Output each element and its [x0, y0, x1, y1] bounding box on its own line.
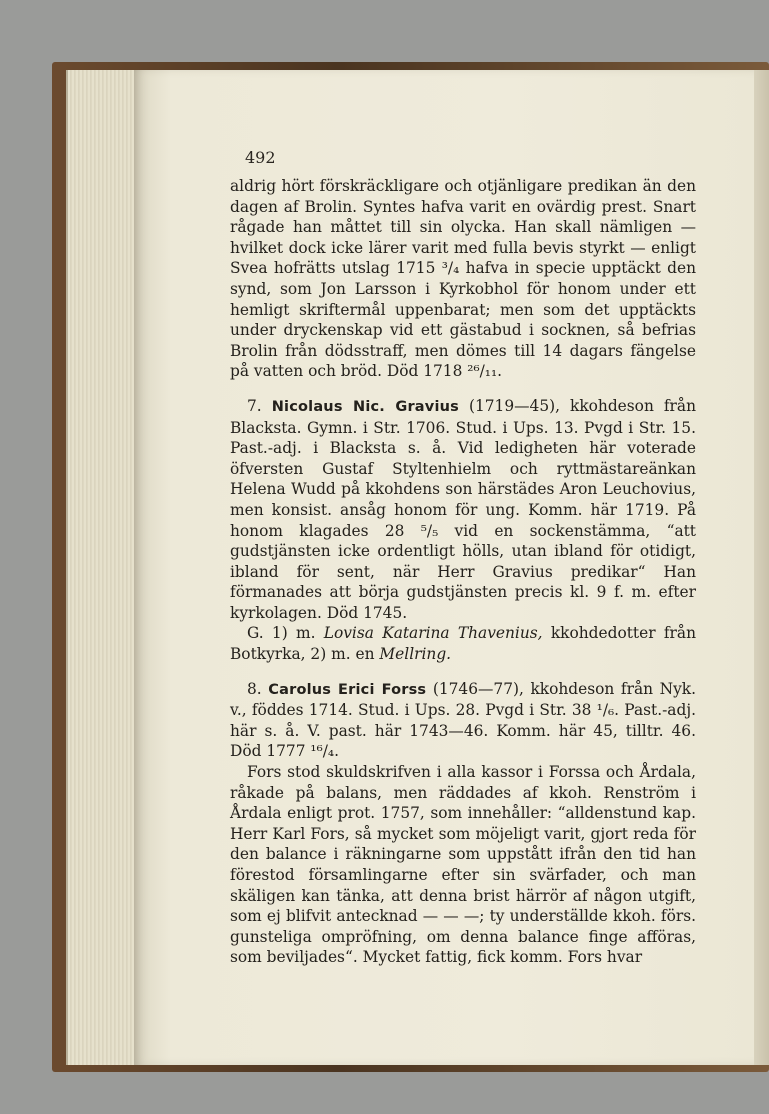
entry-7-marriage-mid: kkohdedotter från Botkyrka, 2) m. en	[230, 624, 696, 664]
entry-7-name: Nicolaus Nic. Gravius	[271, 398, 459, 415]
entry-7-wife-1: Lovisa Katarina Thavenius,	[323, 624, 543, 643]
page-stack	[66, 70, 138, 1065]
entry-8-name: Carolus Erici Forss	[268, 681, 427, 698]
paragraph-brolin: aldrig hört förskräckligare och otjänligare predikan än den dagen af Brolin. Syntes hafva varit en ovärdig prest. Snart rågade han måttet till sin olycka. Han skall nämligen — hvilket dock icke lärer varit med fulla bevis styrkt — enligt Svea hofrätts utslag 1715 ³/₄ hafva in specie upptäckt den synd, som Jon Larsson i Kyrkobhol för honom under ett hemligt skriftermål uppenbarat; men som det upptäckts under dryckenskap vid ett gästabud i socknen, så befrias Brolin från dödsstraff, men dömes till 14 dagars fängelse på vatten och bröd. Död 1718 ²⁶/₁₁.	[230, 177, 696, 381]
entry-7-wife-2: Mellring.	[379, 645, 452, 664]
page-text	[230, 176, 696, 968]
entry-7-marriage-pre: G. 1) m.	[247, 624, 316, 643]
entry-7-marriage	[230, 623, 696, 664]
page-number: 492	[245, 148, 276, 167]
entry-8-text: (1746—77), kkohdeson från Nyk. v., föddes 1714. Stud. i Ups. 28. Pvgd i Str. 38 ¹/₆. Past.-adj. här s. å. V. past. här 1743—46. Komm. här 45, tilltr. 46. Död 1777 ¹⁶/₄.	[230, 679, 696, 761]
entry-8-paragraph-2: Fors stod skuldskrifven i alla kassor i Forssa och Årdala, råkade på balans, men räddades af kkoh. Renström i Årdala enligt prot. 1757, som innehåller: “alldenstund kap. Herr Karl Fors, så mycket som möjeligt varit, gjort reda för den balance i räkningarne som uppstått ifrån den tid han förestod församlingarne efter sin svärfader, och man skäligen kan tänka, att denna brist härrör af någon utgift, som ej blifvit antecknad — — —; ty underställde kkoh. förs. gunsteliga ompröfning, om denna balance finge afföras, som beviljades“. Mycket fattig, fick komm. Fors hvar	[230, 763, 696, 967]
entry-7	[230, 396, 696, 624]
page-right-edge	[754, 70, 769, 1065]
entry-7-text: (1719—45), kkohdeson från Blacksta. Gymn. i Str. 1706. Stud. i Ups. 13. Pvgd i Str. 15. Past.-adj. i Blacksta s. å. Vid ledigheten här voterade öfversten Gustaf Styltenhielm och ryttmästareänkan Helena Wudd på kkohdens son härstädes Aron Leuchovius, men konsist. ansåg honom för ung. Komm. här 1719. På honom klagades 28 ⁵/₅ vid en sockenstämma, “att gudstjänsten icke ordentligt hölls, utan ibland för otidigt, ibland för sent, när Herr Gravius predikar“ Han förmanades att börja gudstjänsten precis kl. 9 f. m. efter kyrkolagen. Död 1745.	[230, 396, 696, 622]
entry-8-number: 8.	[247, 679, 262, 698]
entry-8	[230, 679, 696, 762]
entry-7-number: 7.	[247, 396, 262, 415]
